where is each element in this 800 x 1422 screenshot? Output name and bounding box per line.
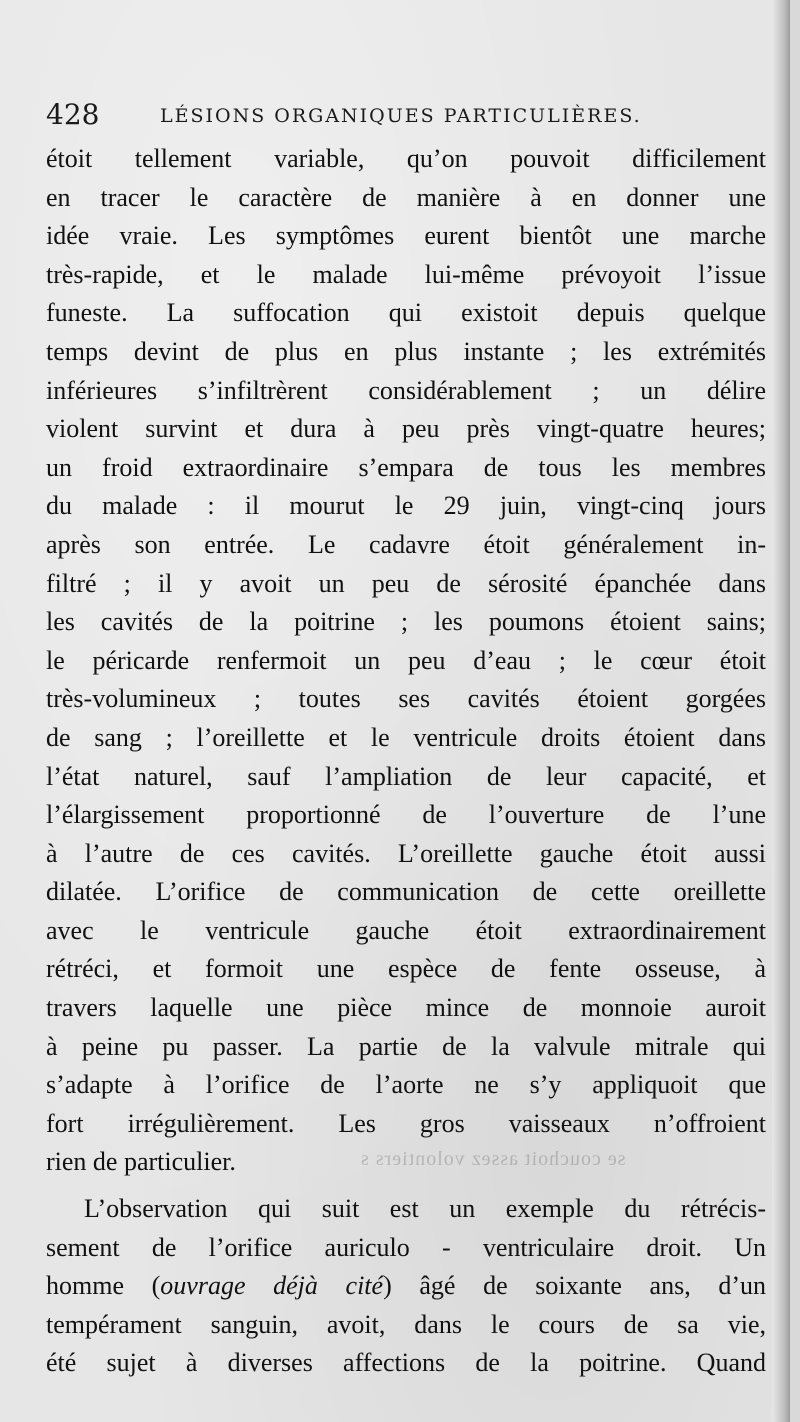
- text-line: après son entrée. Le cadavre étoit généralement in-: [46, 529, 766, 559]
- page-number: 428: [46, 98, 100, 131]
- citation-italic: ouvrage déjà cité: [160, 1271, 384, 1301]
- text-line: un froid extraordinaire s’empara de tous les membres: [46, 452, 766, 482]
- paragraph-1: [46, 140, 766, 1182]
- text-line: du malade : il mourut le 29 juin, vingt-cinq jours: [46, 491, 766, 521]
- text-line: idée vraie. Les symptômes eurent bientôt une marche: [46, 221, 766, 251]
- text-segment: homme (: [46, 1271, 161, 1301]
- text-line: funeste. La suffocation qui existoit depuis quelque: [46, 298, 766, 328]
- text-line: été sujet à diverses affections de la poitrine. Quand: [46, 1348, 766, 1378]
- text-line: de sang ; l’oreillette et le ventricule droits étoient dans: [46, 722, 766, 752]
- text-line: les cavités de la poitrine ; les poumons étoient sains;: [46, 607, 766, 637]
- text-line: rétréci, et formoit une espèce de fente osseuse, à: [46, 954, 766, 984]
- show-through-text: se couchoit assez volontiers s: [360, 1148, 626, 1170]
- text-line: très-volumineux ; toutes ses cavités étoient gorgées: [46, 684, 766, 714]
- text-line: fort irrégulièrement. Les gros vaisseaux n’offroient: [46, 1108, 766, 1138]
- text-line: sement de l’orifice auriculo - ventriculaire droit. Un: [46, 1232, 766, 1262]
- text-segment: ) âgé de soixante ans, d’un: [383, 1271, 766, 1301]
- text-line: l’élargissement proportionné de l’ouverture de l’une: [46, 800, 766, 830]
- text-line: dilatée. L’orifice de communication de cette oreillette: [46, 877, 766, 907]
- text-line: inférieures s’infiltrèrent considérablement ; un délire: [46, 375, 766, 405]
- text-line: le péricarde renfermoit un peu d’eau ; le cœur étoit: [46, 645, 766, 675]
- text-line: tempérament sanguin, avoit, dans le cours de sa vie,: [46, 1309, 766, 1339]
- text-line: travers laquelle une pièce mince de monnoie auroit: [46, 993, 766, 1023]
- text-line: à l’autre de ces cavités. L’oreillette gauche étoit aussi: [46, 838, 766, 868]
- text-line-with-citation: [46, 1267, 766, 1306]
- text-line: l’état naturel, sauf l’ampliation de leur capacité, et: [46, 761, 766, 791]
- text-line: avec le ventricule gauche étoit extraordinairement: [46, 915, 766, 945]
- page-edge-shadow: [772, 0, 790, 1422]
- text-line: L’observation qui suit est un exemple du rétrécis-: [84, 1194, 766, 1224]
- text-line: étoit tellement variable, qu’on pouvoit difficilement: [46, 144, 766, 173]
- text-line: rien de particulier.: [46, 1147, 236, 1177]
- running-title: LÉSIONS ORGANIQUES PARTICULIÈRES.: [160, 105, 642, 127]
- paragraph-gap: [46, 1182, 766, 1190]
- text-line: en tracer le caractère de manière à en donner une: [46, 182, 766, 212]
- text-line: à peine pu passer. La partie de la valvule mitrale qui: [46, 1031, 766, 1061]
- text-line: temps devint de plus en plus instante ; les extrémités: [46, 336, 766, 366]
- body-text: [46, 140, 766, 1383]
- text-line: filtré ; il y avoit un peu de sérosité épanchée dans: [46, 568, 766, 598]
- paragraph-2: [46, 1190, 766, 1383]
- text-line: violent survint et dura à peu près vingt-quatre heures;: [46, 414, 766, 444]
- text-line: très-rapide, et le malade lui-même prévoyoit l’issue: [46, 259, 766, 289]
- running-head: [46, 98, 766, 132]
- text-line: s’adapte à l’orifice de l’aorte ne s’y appliquoit que: [46, 1070, 766, 1100]
